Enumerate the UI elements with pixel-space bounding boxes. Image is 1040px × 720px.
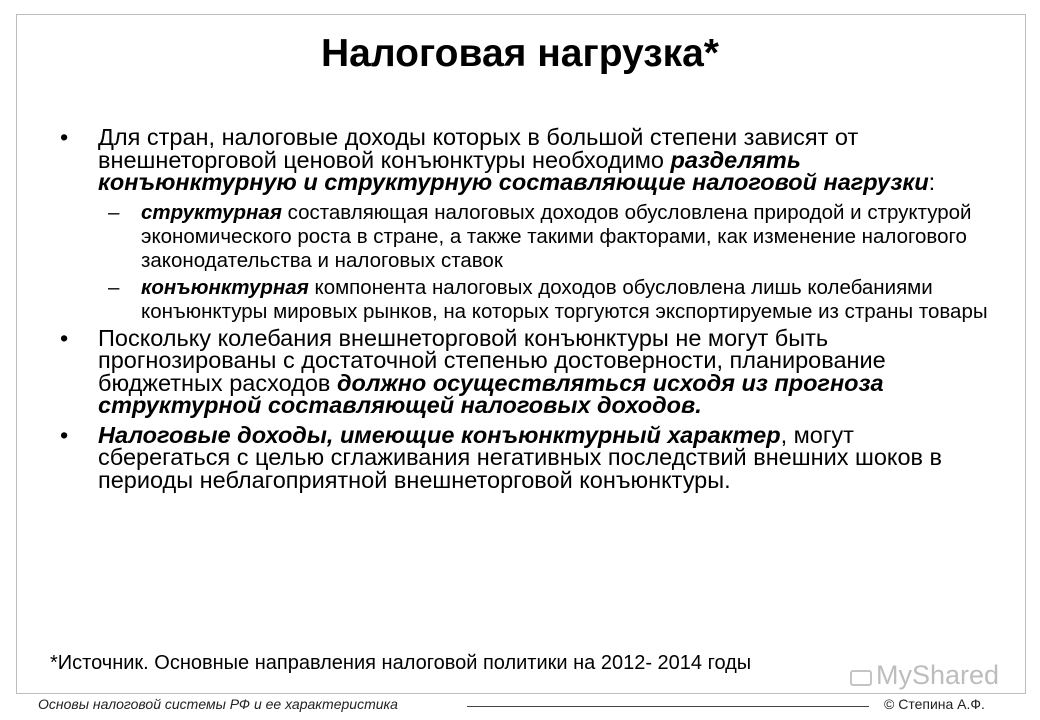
sub-bullet-item — [58, 276, 988, 324]
watermark-text: MyShared — [876, 660, 1000, 690]
bullet-marker: • — [60, 324, 69, 351]
emphasized-text: конъюнктурная — [141, 275, 309, 299]
bullet-marker: • — [60, 421, 69, 448]
emphasized-text: разделять конъюнктурную и структурную составляющие налоговой нагрузки — [98, 146, 929, 195]
cart-icon — [850, 670, 872, 686]
body-text: Для стран, налоговые доходы которых в большой степени зависят от внешнеторговой ценовой конъюнктуры необходимо — [98, 124, 859, 173]
body-text: составляющая налоговых доходов обусловлена природой и структурой экономического роста в стране, а также такими факторами, как изменение налогового законодательства и налоговых ставок — [141, 200, 972, 272]
emphasized-text: Налоговые доходы, имеющие конъюнктурный характер — [98, 421, 781, 448]
emphasized-text: структурная — [141, 200, 282, 224]
footer-divider — [467, 706, 869, 707]
watermark — [850, 660, 999, 691]
emphasized-text: должно осуществляться исходя из прогноза структурной составляющей налоговых доходов. — [98, 369, 884, 418]
dash-marker: – — [108, 275, 120, 299]
body-text: : — [928, 169, 936, 195]
bullet-item — [58, 421, 988, 493]
footer-author: © Степина А.Ф. — [884, 696, 985, 712]
source-footnote: *Источник. Основные направления налоговой политики на 2012- 2014 годы — [50, 652, 752, 674]
dash-marker: – — [108, 200, 120, 224]
slide-title: Налоговая нагрузка* — [321, 32, 719, 75]
bullet-item — [58, 324, 988, 418]
slide-content — [58, 126, 988, 498]
bullet-item — [58, 126, 988, 194]
body-text: компонента налоговых доходов обусловлена лишь колебаниями конъюнктуры мировых рынков, на которых торгуются экспортируемые из страны товары — [141, 275, 988, 323]
sub-bullet-item — [58, 201, 988, 273]
body-text: Поскольку колебания внешнеторговой конъюнктуры не могут быть прогнозированы с достаточной степенью достоверности, планирование бюджетных расходов — [98, 324, 886, 396]
bullet-marker: • — [60, 124, 69, 150]
body-text: , могут сберегаться с целью сглаживания негативных последствий внешних шоков в периоды неблагоприятной внешнеторговой конъюнктуры. — [98, 421, 943, 493]
footer-left-text: Основы налоговой системы РФ и ее характеристика — [38, 696, 398, 712]
